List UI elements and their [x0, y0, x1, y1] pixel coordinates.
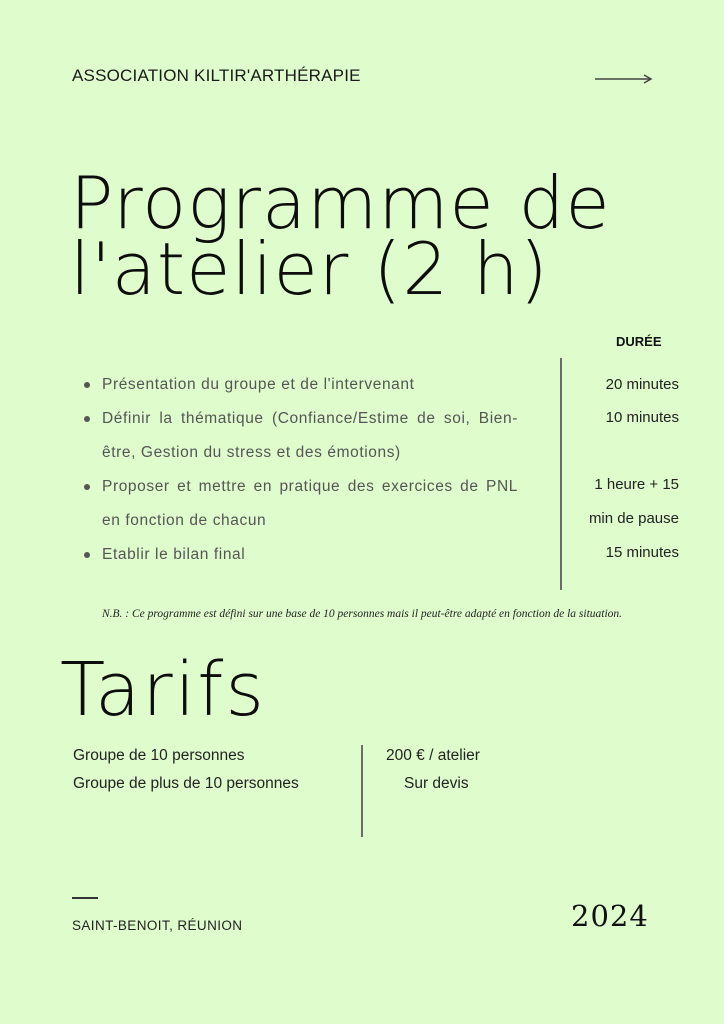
tarifs-title: Tarifs — [60, 647, 266, 733]
duration-header: DURÉE — [616, 334, 662, 349]
arrow-right-icon — [595, 72, 653, 86]
tarifs-divider — [361, 745, 363, 837]
tarif-label: Groupe de plus de 10 personnes — [73, 775, 299, 792]
duration-item: 10 minutes — [605, 409, 679, 426]
duration-item: 15 minutes — [605, 544, 679, 561]
footer-location: SAINT-BENOIT, RÉUNION — [72, 918, 243, 933]
duration-line: min de pause — [588, 510, 679, 527]
tarif-price: 200 € / atelier — [386, 747, 480, 764]
programme-title-line1: Programme de — [70, 161, 611, 245]
duration-item: 20 minutes — [605, 376, 679, 393]
tarif-price: Sur devis — [404, 775, 469, 792]
programme-item: Proposer et mettre en pratique des exercices de PNL en fonction de chacun — [82, 470, 518, 538]
footer-year: 2024 — [571, 899, 649, 933]
programme-divider — [560, 358, 562, 590]
duration-item — [589, 468, 679, 536]
programme-item: Présentation du groupe et de l'intervenant — [82, 368, 518, 402]
programme-title — [70, 161, 611, 311]
programme-item: Définir la thématique (Confiance/Estime de soi, Bien-être, Gestion du stress et des émotions) — [82, 402, 518, 470]
footer-dash — [72, 897, 98, 899]
association-name: ASSOCIATION KILTIR'ARTHÉRAPIE — [72, 66, 361, 85]
programme-list — [82, 368, 518, 572]
programme-item: Etablir le bilan final — [82, 538, 518, 572]
programme-note: N.B. : Ce programme est défini sur une base de 10 personnes mais il peut-être adapté en fonction de la situation. — [101, 608, 623, 620]
programme-title-line2: l'atelier (2 h) — [70, 227, 549, 311]
duration-line: 1 heure + 15 — [594, 476, 679, 493]
tarif-label: Groupe de 10 personnes — [73, 747, 245, 764]
